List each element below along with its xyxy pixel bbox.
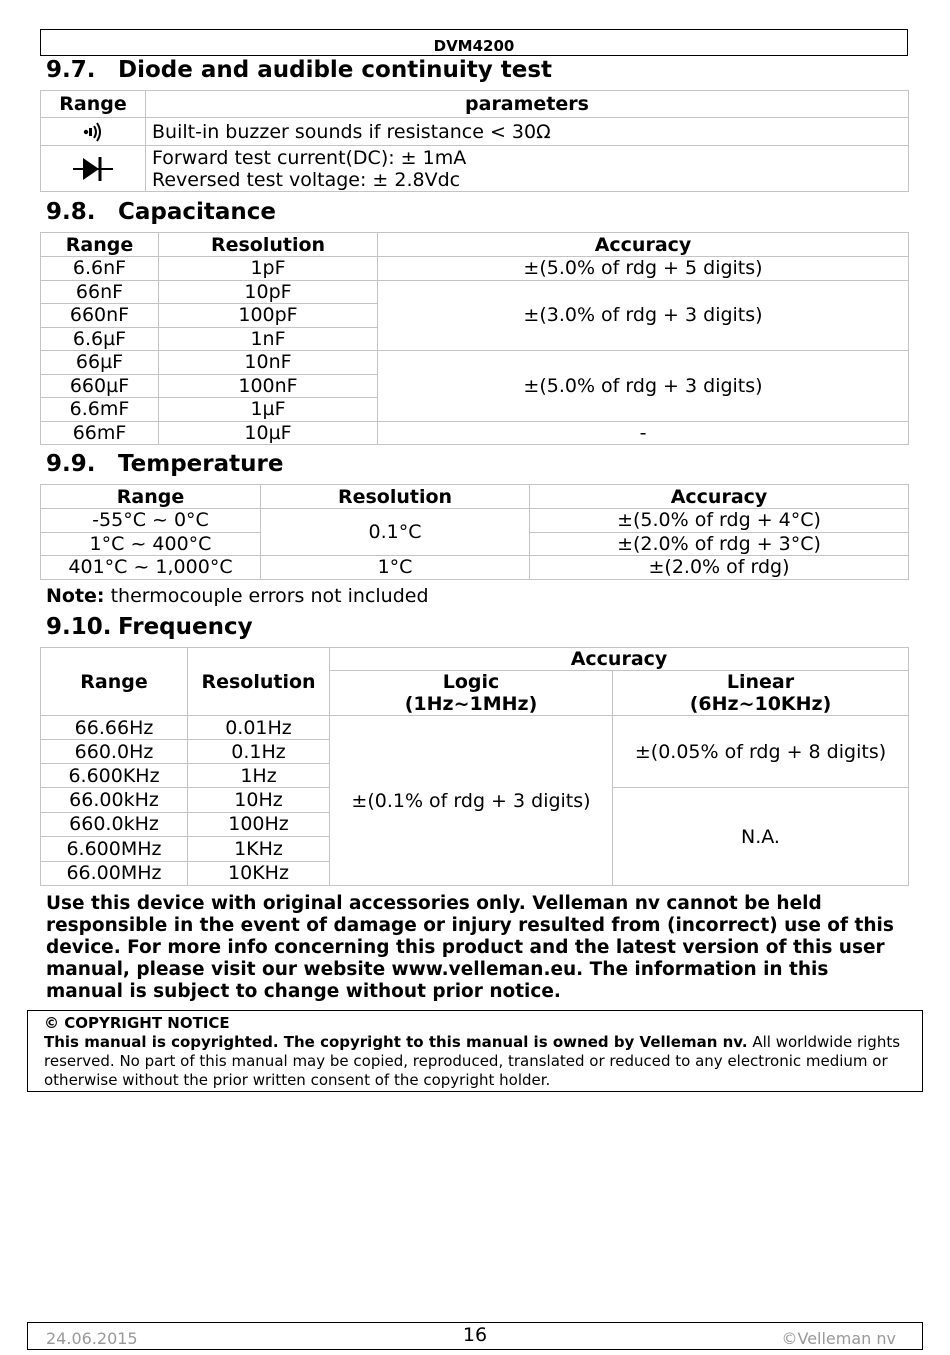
logic-header: Logic (1Hz~1MHz) — [330, 671, 613, 716]
shared-resolution: 0.1°C — [261, 509, 530, 556]
table-row — [41, 118, 909, 146]
table-row — [41, 146, 909, 192]
copyright-body: This manual is copyrighted. The copyright to this manual is owned by Velleman nv. All worldwide rights reserved. No part of this manual may be copied, reproduced, translated or reduced to any electronic medium or otherwise without the prior written consent of the copyright holder. — [44, 1033, 901, 1089]
page-number: 16 — [462, 1324, 488, 1346]
table-header: Resolution — [261, 485, 530, 509]
accuracy-cell: - — [378, 421, 909, 445]
buzzer-icon — [80, 120, 106, 144]
table-row: 6.600KHz 1Hz — [41, 764, 909, 788]
table-header: Range — [41, 91, 146, 118]
copyright-notice — [27, 1010, 923, 1092]
table-row: 66.00kHz 10Hz N.A. — [41, 788, 909, 813]
table-header: Accuracy — [330, 648, 909, 671]
table-row: 66nF 10pF ±(3.0% of rdg + 3 digits) — [41, 280, 909, 304]
page-header — [40, 29, 908, 56]
temperature-table — [40, 484, 909, 580]
table-row: 66.00MHz 10KHz — [41, 861, 909, 886]
table-row: 66.66Hz 0.01Hz ±(0.1% of rdg + 3 digits) ±(0.05% of rdg + 8 digits) — [41, 716, 909, 740]
section-title-capacitance: 9.8. Capacitance — [46, 199, 277, 225]
table-header: Resolution — [159, 233, 378, 257]
footer-vendor: ©Velleman nv — [781, 1329, 896, 1348]
model-name: DVM4200 — [433, 37, 515, 55]
linear-na: N.A. — [613, 788, 909, 886]
copyright-title: © COPYRIGHT NOTICE — [44, 1014, 230, 1032]
table-row: -55°C ~ 0°C 0.1°C ±(5.0% of rdg + 4°C) — [41, 509, 909, 533]
table-row: 660.0Hz 0.1Hz — [41, 740, 909, 764]
table-row: 660nF 100pF — [41, 304, 909, 328]
capacitance-table — [40, 232, 909, 445]
table-row: 660µF 100nF — [41, 374, 909, 398]
table-header: Resolution — [188, 648, 330, 716]
table-row: 6.600MHz 1KHz — [41, 837, 909, 862]
accuracy-cell: ±(5.0% of rdg + 5 digits) — [378, 257, 909, 281]
accuracy-cell: ±(5.0% of rdg + 3 digits) — [378, 351, 909, 422]
table-row: 1°C ~ 400°C ±(2.0% of rdg + 3°C) — [41, 532, 909, 556]
footer-date: 24.06.2015 — [46, 1329, 138, 1348]
table-row: 6.6nF 1pF ±(5.0% of rdg + 5 digits) — [41, 257, 909, 281]
table-header: Accuracy — [530, 485, 909, 509]
table-row: 66µF 10nF ±(5.0% of rdg + 3 digits) — [41, 351, 909, 375]
table-header: Range — [41, 233, 159, 257]
reversed-voltage: Reversed test voltage: ± 2.8Vdc — [152, 168, 461, 191]
frequency-table — [40, 647, 909, 886]
disclaimer: Use this device with original accessories only. Velleman nv cannot be held responsible in the event of damage or injury resulted from (incorrect) use of this device. For more info concerning this product and the latest version of this user manual, please visit our website www.velleman.eu. The information in this manual is subject to change without prior notice. — [46, 893, 894, 1002]
diode-icon — [71, 154, 115, 184]
table-header: parameters — [146, 91, 909, 118]
table-row: 6.6µF 1nF — [41, 327, 909, 351]
temperature-note: Note: thermocouple errors not included — [46, 585, 429, 607]
table-row: 6.6mF 1µF — [41, 398, 909, 422]
section-title-frequency: 9.10. Frequency — [46, 614, 253, 640]
table-header: Range — [41, 485, 261, 509]
table-header: Accuracy — [378, 233, 909, 257]
diode-table — [40, 90, 909, 192]
table-row: 660.0kHz 100Hz — [41, 812, 909, 837]
accuracy-cell: ±(3.0% of rdg + 3 digits) — [378, 280, 909, 351]
table-row: 401°C ~ 1,000°C 1°C ±(2.0% of rdg) — [41, 556, 909, 580]
linear-header: Linear (6Hz~10KHz) — [613, 671, 909, 716]
table-row: 66mF 10µF - — [41, 421, 909, 445]
page-footer — [27, 1322, 923, 1350]
logic-accuracy: ±(0.1% of rdg + 3 digits) — [330, 716, 613, 886]
section-title-diode: 9.7. Diode and audible continuity test — [46, 57, 553, 83]
forward-current: Forward test current(DC): ± 1mA — [152, 146, 467, 169]
section-title-temperature: 9.9. Temperature — [46, 451, 284, 477]
buzzer-description: Built-in buzzer sounds if resistance < 30Ω — [146, 118, 909, 146]
table-header: Range — [41, 648, 188, 716]
linear-accuracy: ±(0.05% of rdg + 8 digits) — [613, 716, 909, 788]
